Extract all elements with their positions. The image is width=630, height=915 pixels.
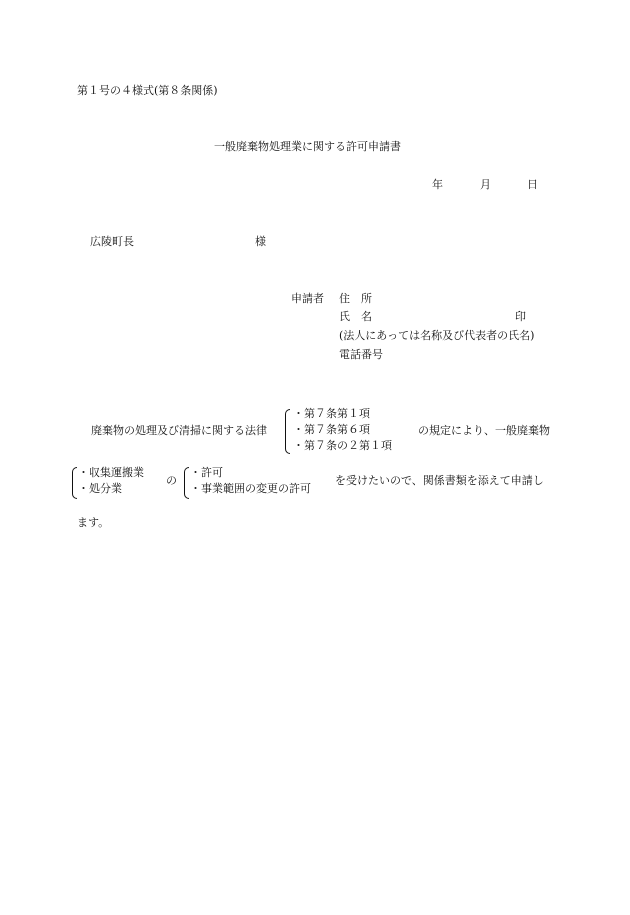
- phone-label: 電話番号: [339, 348, 383, 361]
- last-line: ます。: [77, 516, 110, 529]
- address-label: 住 所: [339, 292, 372, 305]
- applicant-label: 申請者: [291, 292, 324, 305]
- law-article-3: ・第７条の２第１項: [293, 439, 392, 452]
- business-type-1: ・収集運搬業: [78, 466, 144, 479]
- date-day: 日: [527, 178, 538, 191]
- seal-mark: 印: [515, 310, 526, 323]
- document-title: 一般廃棄物処理業に関する許可申請書: [214, 140, 401, 153]
- date-year: 年: [432, 178, 443, 191]
- business-types-brace: [72, 467, 77, 499]
- law-article-1: ・第７条第１項: [293, 407, 370, 420]
- after-law-text: の規定により、一般廃棄物: [418, 424, 550, 437]
- date-month: 月: [480, 178, 491, 191]
- permit-type-1: ・許可: [190, 466, 223, 479]
- corporate-note: (法人にあっては名称及び代表者の氏名): [339, 329, 535, 342]
- law-text: 廃棄物の処理及び清掃に関する法律: [91, 424, 267, 437]
- business-type-2: ・処分業: [78, 482, 122, 495]
- form-number: 第１号の４様式(第８条関係): [77, 84, 218, 97]
- law-articles-brace: [285, 409, 290, 454]
- permit-type-2: ・事業範囲の変更の許可: [190, 482, 311, 495]
- law-article-2: ・第７条第６項: [293, 423, 370, 436]
- addressee-honorific: 様: [255, 235, 266, 248]
- particle-no: の: [166, 474, 177, 487]
- name-label: 氏 名: [339, 310, 372, 323]
- addressee-name: 広陵町長: [90, 235, 134, 248]
- after-permit-text: を受けたいので、関係書類を添えて申請し: [335, 474, 544, 487]
- permit-types-brace: [184, 467, 189, 499]
